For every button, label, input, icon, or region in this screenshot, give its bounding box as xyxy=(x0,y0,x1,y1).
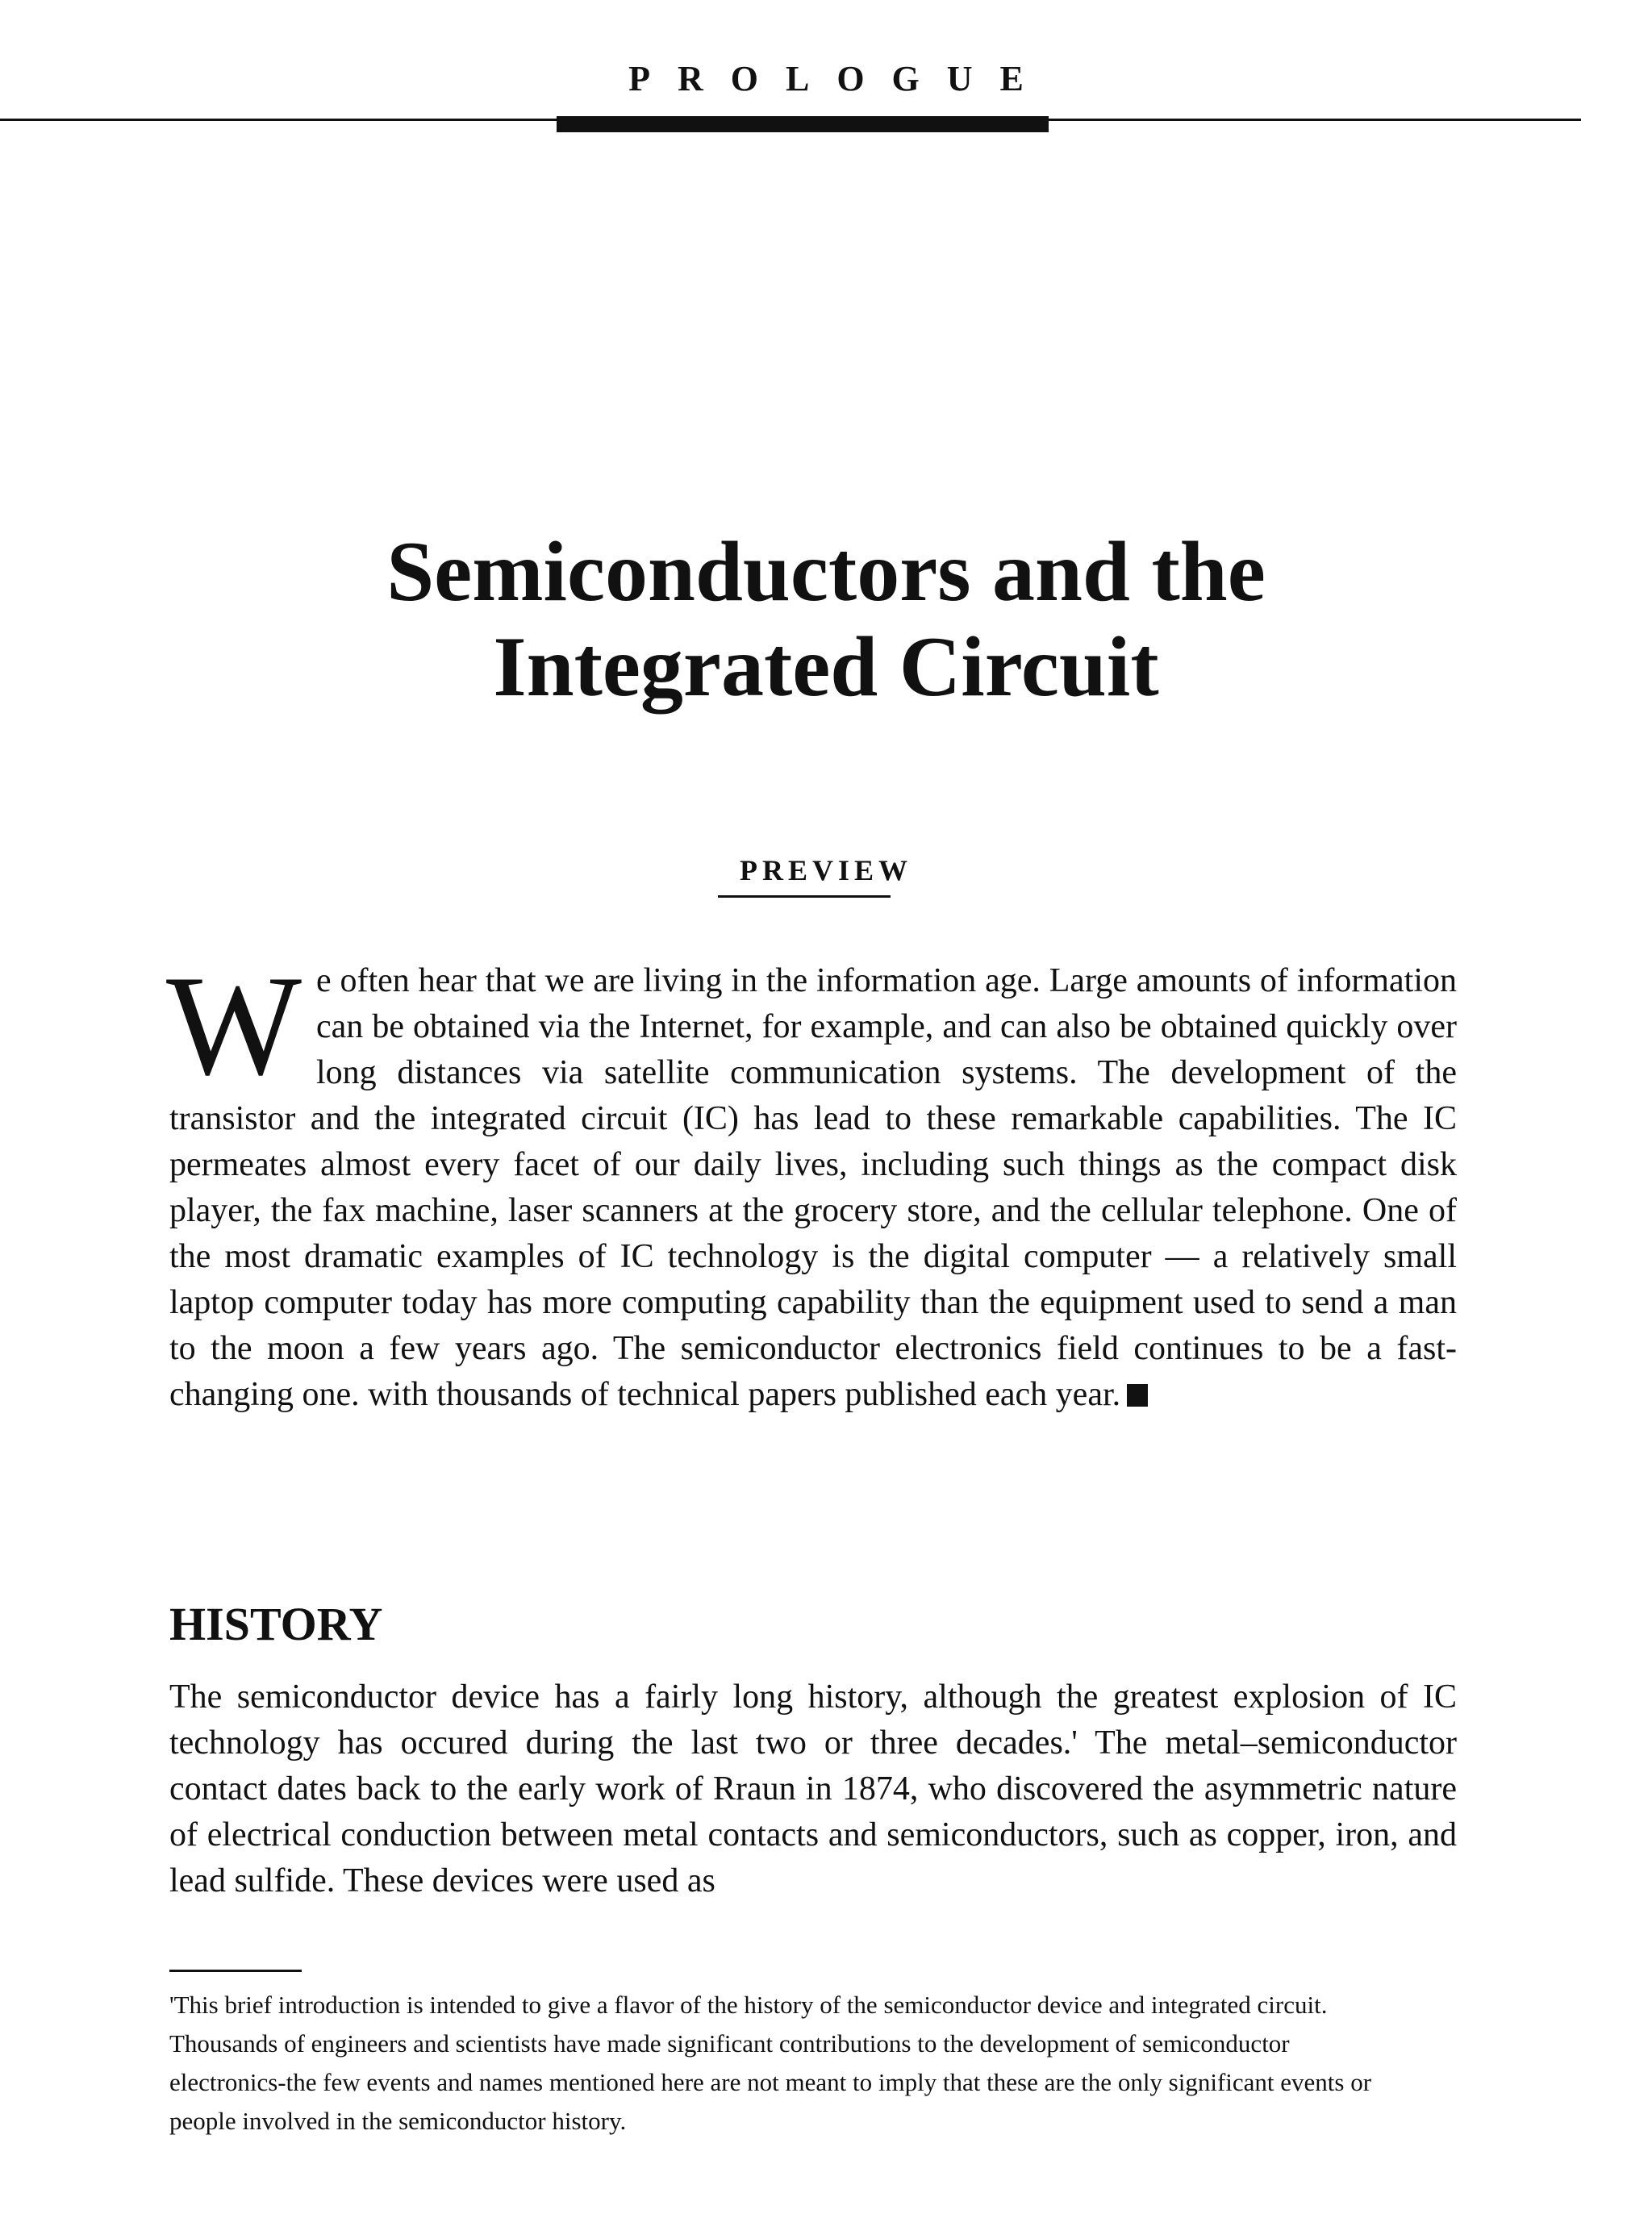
end-of-preview-mark xyxy=(1127,1384,1148,1407)
preview-heading: PREVIEW xyxy=(739,854,913,886)
preview-text: e often hear that we are living in the information age. Large amounts of information can be obtained via the Internet, for example, and can also be obtained quickly over long distances via satellite communication systems. The development of the transistor and the integrated circuit (IC) has lead to these remarkable capabilities. The IC permeates almost every facet of our daily lives, including such things as the compact disk player, the fax machine, laser scanners at the grocery store, and the cellular telephone. One of the most dramatic examples of IC technology is the digital computer — a relatively small laptop computer today has more computing capability than the equipment used to send a man to the moon a few years ago. The semiconductor electronics field continues to be a fast-changing one. with thousands of technical papers published each year. xyxy=(169,962,1457,1413)
chapter-title xyxy=(0,524,1652,715)
drop-cap: W xyxy=(166,945,302,1105)
footnote: 'This brief introduction is intended to give a flavor of the history of the semiconductor device and integrated circuit. Thousands of engineers and scientists have made significant contributions to the development of semiconductor electronics-the few events and names mentioned here are not meant to imply that these are the only significant events or people involved in the semiconductor history. xyxy=(169,1991,1372,2135)
preview-paragraph xyxy=(166,945,1457,1418)
preview-heading-rule xyxy=(718,895,891,898)
header-accent-bar xyxy=(557,116,1049,132)
footnote-rule xyxy=(169,1970,302,1972)
chapter-title-line-2: Integrated Circuit xyxy=(493,619,1159,714)
chapter-label: PROLOGUE xyxy=(628,59,1051,98)
history-paragraph: The semiconductor device has a fairly long history, although the greatest explosion of IC technology has occured during the last two or three decades.' The metal–semiconductor contact dates back to the early work of Rraun in 1874, who discovered the asymmetric nature of electrical conduction between metal contacts and semiconductors, such as copper, iron, and lead sulfide. These devices were used as xyxy=(169,1678,1457,1899)
chapter-title-line-1: Semiconductors and the xyxy=(386,524,1266,619)
section-heading-history: HISTORY xyxy=(169,1598,383,1650)
